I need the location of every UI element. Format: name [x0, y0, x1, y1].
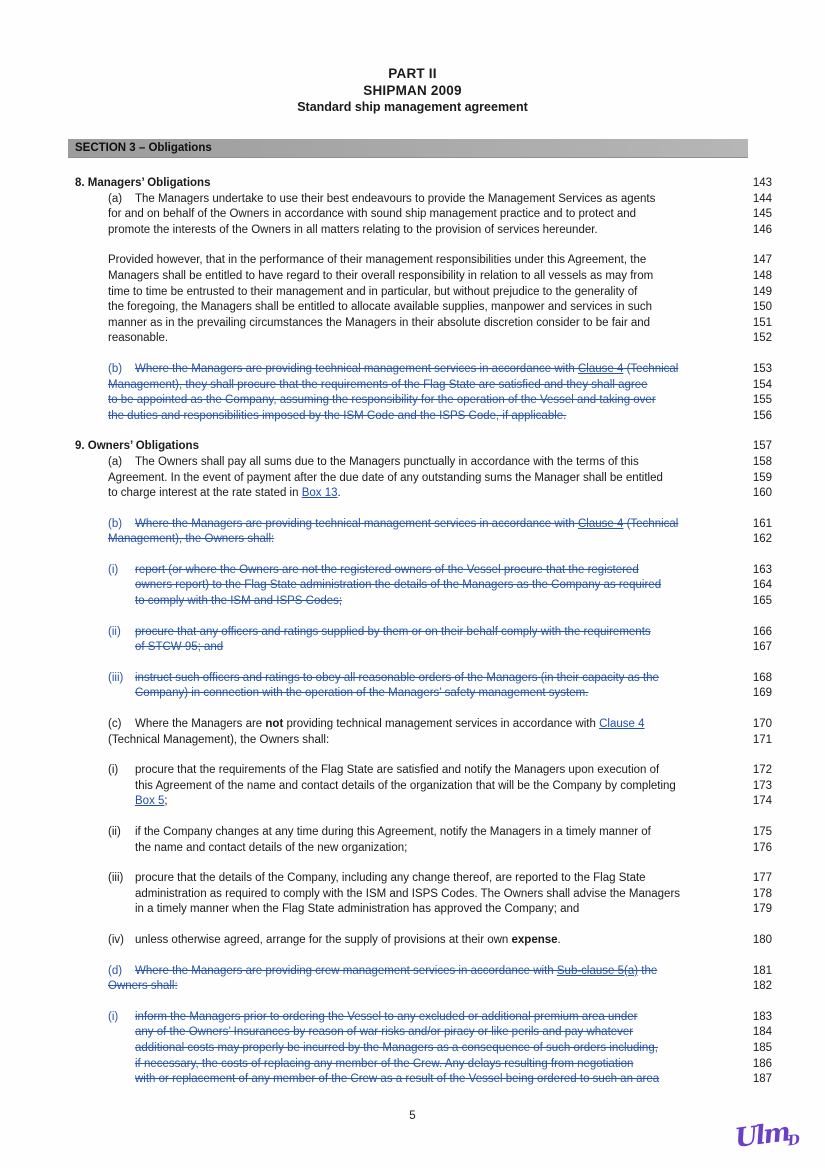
- line-text: [75, 871, 738, 887]
- line-number: 187: [752, 1073, 772, 1086]
- document-line: [75, 439, 772, 455]
- line-text: [75, 486, 738, 502]
- line-number: 170: [752, 718, 772, 731]
- line-number: 156: [752, 409, 772, 422]
- line-number: 154: [752, 378, 772, 391]
- text-segment: ;: [164, 795, 168, 808]
- document-line: [75, 717, 772, 733]
- text-segment: reasonable.: [108, 332, 169, 345]
- text-segment: (Technical: [623, 517, 679, 530]
- line-text: [75, 594, 738, 610]
- line-text: [75, 979, 738, 995]
- document-title: SHIPMAN 2009: [363, 82, 462, 98]
- signature-sub: D: [786, 1132, 801, 1150]
- item-marker: (ii): [108, 625, 121, 638]
- text-segment: manner as in the prevailing circumstances the Managers in their absolute discretion consider to be fair and: [108, 316, 651, 329]
- item-marker: (b): [108, 362, 123, 375]
- line-text: [75, 733, 738, 749]
- item-marker: (i): [108, 764, 119, 777]
- line-text: [75, 378, 738, 394]
- text-segment: if necessary, the costs of replacing any member of the Crew. Any delays resulting from negotiation: [135, 1057, 634, 1070]
- document-line: [75, 331, 772, 347]
- line-text: [75, 640, 738, 656]
- clause-link[interactable]: Clause 4: [577, 362, 624, 375]
- item-marker: (iii): [108, 872, 124, 885]
- document-line: [75, 1041, 772, 1057]
- text-segment: additional costs may properly be incurred by the Managers as a consequence of such orders including,: [135, 1041, 658, 1054]
- line-number: 159: [752, 471, 772, 484]
- line-text: [75, 1010, 738, 1026]
- line-number: 148: [752, 269, 772, 282]
- text-segment: (Technical: [623, 362, 679, 375]
- line-number: 146: [752, 223, 772, 236]
- line-number: 176: [752, 841, 772, 854]
- document-line: [75, 640, 772, 656]
- text-segment: for and on behalf of the Owners in accordance with sound ship management practice and to protect and: [108, 208, 637, 221]
- line-text: [75, 532, 738, 548]
- document-line: [75, 316, 772, 332]
- item-marker: (i): [108, 563, 119, 576]
- line-text: [75, 1057, 738, 1073]
- clause-link[interactable]: Clause 4: [599, 718, 645, 731]
- text-segment: the foregoing, the Managers shall be entitled to allocate available supplies, manpower and services in such: [108, 301, 653, 314]
- text-segment: Management), the Owners shall:: [108, 533, 275, 546]
- line-text: [75, 841, 738, 857]
- document-line: [75, 409, 772, 425]
- clause-link[interactable]: Sub-clause 5(a): [556, 964, 639, 977]
- text-segment: procure that any officers and ratings supplied by them or on their behalf comply with the requirements: [135, 625, 651, 638]
- text-segment: to comply with the ISM and ISPS Codes;: [135, 595, 343, 608]
- line-number: 145: [752, 208, 772, 221]
- line-number: 186: [752, 1057, 772, 1070]
- clause-link[interactable]: Clause 4: [577, 517, 624, 530]
- document-line: [75, 1057, 772, 1073]
- line-number: 173: [752, 779, 772, 792]
- text-segment: report (or where the Owners are not the registered owners of the Vessel procure that the registered: [135, 563, 639, 576]
- text-segment: not: [265, 718, 284, 731]
- clause-link[interactable]: Box 13: [301, 487, 338, 500]
- document-header: [0, 66, 825, 116]
- document-line: [75, 471, 772, 487]
- line-number: 167: [752, 641, 772, 654]
- text-segment: with or replacement of any member of the Crew as a result of the Vessel being ordered to such an area: [135, 1073, 660, 1086]
- text-segment: if the Company changes at any time during this Agreement, notify the Managers in a timely manner of: [135, 826, 651, 838]
- line-text: [75, 223, 738, 239]
- line-text: [75, 285, 738, 301]
- line-number: 144: [752, 192, 772, 205]
- line-number: 157: [752, 440, 772, 453]
- text-segment: to be appointed as the Company, assuming the responsibility for the operation of the Vessel and taking over: [108, 394, 656, 407]
- document-line: [75, 671, 772, 687]
- line-number: 183: [752, 1010, 772, 1023]
- line-text: [75, 192, 738, 208]
- document-line: [75, 794, 772, 810]
- line-number: 172: [752, 764, 772, 777]
- section-title: SECTION 3 – Obligations: [75, 142, 212, 154]
- line-text: [75, 964, 738, 980]
- line-text: [75, 1072, 738, 1088]
- document-line: [75, 779, 772, 795]
- line-number: 168: [752, 671, 772, 684]
- line-text: [75, 794, 738, 810]
- part-title: PART II: [388, 66, 437, 81]
- text-segment: to charge interest at the rate stated in: [108, 487, 302, 500]
- item-marker: (i): [108, 1010, 119, 1023]
- line-text: [75, 517, 738, 533]
- line-number: 177: [752, 872, 772, 885]
- text-segment: Company) in connection with the operation of the Managers’ safety management system.: [135, 687, 589, 700]
- document-line: [75, 841, 772, 857]
- line-number: 171: [752, 733, 772, 746]
- document-line: [75, 300, 772, 316]
- text-segment: Where the Managers are: [135, 718, 266, 731]
- text-segment: (Technical Management), the Owners shall:: [108, 733, 330, 746]
- document-line: [75, 979, 772, 995]
- text-segment: instruct such officers and ratings to obey all reasonable orders of the Managers (in their capacity as the: [135, 671, 659, 684]
- document-line: [75, 223, 772, 239]
- line-number: 181: [752, 964, 772, 977]
- line-text: [75, 316, 738, 332]
- line-number: 164: [752, 579, 772, 592]
- document-line: [75, 733, 772, 749]
- line-number: 153: [752, 362, 772, 375]
- text-segment: Agreement. In the event of payment after the due date of any outstanding sums the Manager shall be entitled: [108, 471, 663, 484]
- text-segment: the: [638, 964, 658, 977]
- line-text: [75, 455, 738, 471]
- page-number: 5: [409, 1110, 416, 1122]
- text-segment: Owners shall:: [108, 980, 178, 993]
- line-text: [75, 362, 738, 378]
- text-segment: of STCW 95; and: [135, 641, 224, 654]
- text-segment: the name and contact details of the new organization;: [135, 841, 408, 854]
- line-text: [75, 471, 738, 487]
- document-line: [75, 686, 772, 702]
- document-line: [75, 517, 772, 533]
- line-text: [75, 686, 738, 702]
- line-number: 160: [752, 487, 772, 500]
- document-line: [75, 1025, 772, 1041]
- line-text: [75, 578, 738, 594]
- text-segment: 8. Managers’ Obligations: [75, 177, 211, 189]
- line-number: 162: [752, 533, 772, 546]
- line-number: 149: [752, 285, 772, 298]
- text-segment: in a timely manner when the Flag State administration has approved the Company; and: [135, 903, 580, 916]
- document-line: [75, 192, 772, 208]
- document-line: [75, 455, 772, 471]
- item-marker: (c): [108, 718, 122, 731]
- line-text: [75, 779, 738, 795]
- text-segment: time to time be entrusted to their management and in particular, but without prejudice to the generality of: [108, 285, 638, 298]
- line-number: 184: [752, 1026, 772, 1039]
- line-number: 150: [752, 301, 772, 314]
- line-text: [75, 902, 738, 918]
- line-number: 163: [752, 563, 772, 576]
- text-segment: procure that the details of the Company, including any change thereof, are reported to the Flag State: [135, 872, 646, 885]
- item-marker: (iv): [108, 933, 124, 946]
- line-text: [75, 763, 738, 779]
- line-text: [75, 331, 738, 347]
- clause-link[interactable]: Box 5: [135, 795, 165, 808]
- text-segment: Where the Managers are providing crew management services in accordance with: [135, 964, 557, 977]
- text-segment: The Owners shall pay all sums due to the Managers punctually in accordance with the terms of this: [135, 455, 639, 468]
- document-line: [75, 578, 772, 594]
- document-line: [75, 933, 772, 949]
- item-marker: (iii): [108, 671, 124, 684]
- line-text: [75, 1025, 738, 1041]
- line-number: 152: [752, 332, 772, 345]
- line-text: [75, 409, 738, 425]
- line-text: [75, 717, 738, 733]
- line-number: 182: [752, 980, 772, 993]
- line-text: [75, 671, 738, 687]
- line-text: [75, 439, 738, 455]
- line-number: 185: [752, 1041, 772, 1054]
- line-text: [75, 253, 738, 269]
- document-line: [75, 486, 772, 502]
- document-line: [75, 253, 772, 269]
- line-text: [75, 176, 738, 192]
- line-number: 147: [752, 254, 772, 267]
- text-segment: owners report) to the Flag State administration the details of the Managers as the Company as required: [135, 579, 662, 592]
- line-number: 165: [752, 595, 772, 608]
- document-body: [75, 176, 772, 1088]
- item-marker: (ii): [108, 826, 121, 838]
- document-line: [75, 269, 772, 285]
- document-line: [75, 1010, 772, 1026]
- line-number: 155: [752, 394, 772, 407]
- line-text: [75, 207, 738, 223]
- text-segment: 9. Owners’ Obligations: [75, 440, 199, 453]
- text-segment: Management), they shall procure that the requirements of the Flag State are satisfied and they shall agree: [108, 378, 648, 391]
- section-header-bar: [68, 139, 748, 158]
- line-text: [75, 300, 738, 316]
- document-line: [75, 825, 772, 841]
- line-number: 151: [752, 316, 772, 329]
- document-line: [75, 887, 772, 903]
- text-segment: Where the Managers are providing technical management services in accordance with: [135, 362, 578, 375]
- text-segment: Managers shall be entitled to have regard to their overall responsibility in relation to all vessels as may from: [108, 269, 654, 282]
- document-line: [75, 1072, 772, 1088]
- text-segment: administration as required to comply with the ISM and ISPS Codes. The Owners shall advise the Managers: [135, 887, 681, 900]
- line-number: 175: [752, 826, 772, 838]
- line-text: [75, 825, 738, 841]
- text-segment: any of the Owners’ Insurances by reason of war risks and/or piracy or like perils and pay whatever: [135, 1026, 634, 1039]
- text-segment: promote the interests of the Owners in all matters relating to the provision of services hereunder.: [108, 223, 598, 236]
- text-segment: Provided however, that in the performance of their management responsibilities under this Agreement, the: [108, 254, 647, 267]
- line-text: [75, 887, 738, 903]
- document-line: [75, 871, 772, 887]
- document-line: [75, 902, 772, 918]
- text-segment: unless otherwise agreed, arrange for the supply of provisions at their own: [135, 933, 512, 946]
- text-segment: .: [557, 933, 561, 946]
- document-line: [75, 378, 772, 394]
- item-marker: (a): [108, 192, 123, 205]
- signature-main: Ulm: [733, 1117, 791, 1154]
- line-text: [75, 393, 738, 409]
- text-segment: inform the Managers prior to ordering the Vessel to any excluded or additional premium area under: [135, 1010, 638, 1023]
- line-number: 179: [752, 903, 772, 916]
- line-number: 161: [752, 517, 772, 530]
- document-subtitle: Standard ship management agreement: [297, 100, 528, 114]
- line-text: [75, 1041, 738, 1057]
- line-number: 180: [752, 933, 772, 946]
- document-line: [75, 964, 772, 980]
- document-line: [75, 563, 772, 579]
- text-segment: procure that the requirements of the Flag State are satisfied and notify the Managers upon execution of: [135, 764, 660, 777]
- text-segment: The Managers undertake to use their best endeavours to provide the Management Services as agents: [135, 192, 656, 205]
- signature-initials: [733, 1116, 801, 1156]
- line-number: 174: [752, 795, 772, 808]
- document-line: [75, 362, 772, 378]
- line-number: 178: [752, 887, 772, 900]
- line-number: 166: [752, 625, 772, 638]
- item-marker: (a): [108, 455, 123, 468]
- line-text: [75, 933, 738, 949]
- document-line: [75, 176, 772, 192]
- text-segment: this Agreement of the name and contact details of the organization that will be the Company by completing: [135, 779, 676, 792]
- line-number: 158: [752, 455, 772, 468]
- document-line: [75, 532, 772, 548]
- item-marker: (b): [108, 517, 123, 530]
- line-text: [75, 563, 738, 579]
- document-line: [75, 207, 772, 223]
- line-number: 169: [752, 687, 772, 700]
- text-segment: the duties and responsibilities imposed by the ISM Code and the ISPS Code, if applicable.: [108, 409, 567, 422]
- item-marker: (d): [108, 964, 123, 977]
- document-line: [75, 625, 772, 641]
- document-line: [75, 393, 772, 409]
- line-text: [75, 269, 738, 285]
- text-segment: .: [337, 487, 341, 500]
- document-line: [75, 594, 772, 610]
- document-line: [75, 763, 772, 779]
- document-line: [75, 285, 772, 301]
- line-text: [75, 625, 738, 641]
- text-segment: Where the Managers are providing technical management services in accordance with: [135, 517, 578, 530]
- text-segment: providing technical management services in accordance with: [283, 718, 600, 731]
- text-segment: expense: [511, 933, 558, 946]
- line-number: 143: [752, 177, 772, 189]
